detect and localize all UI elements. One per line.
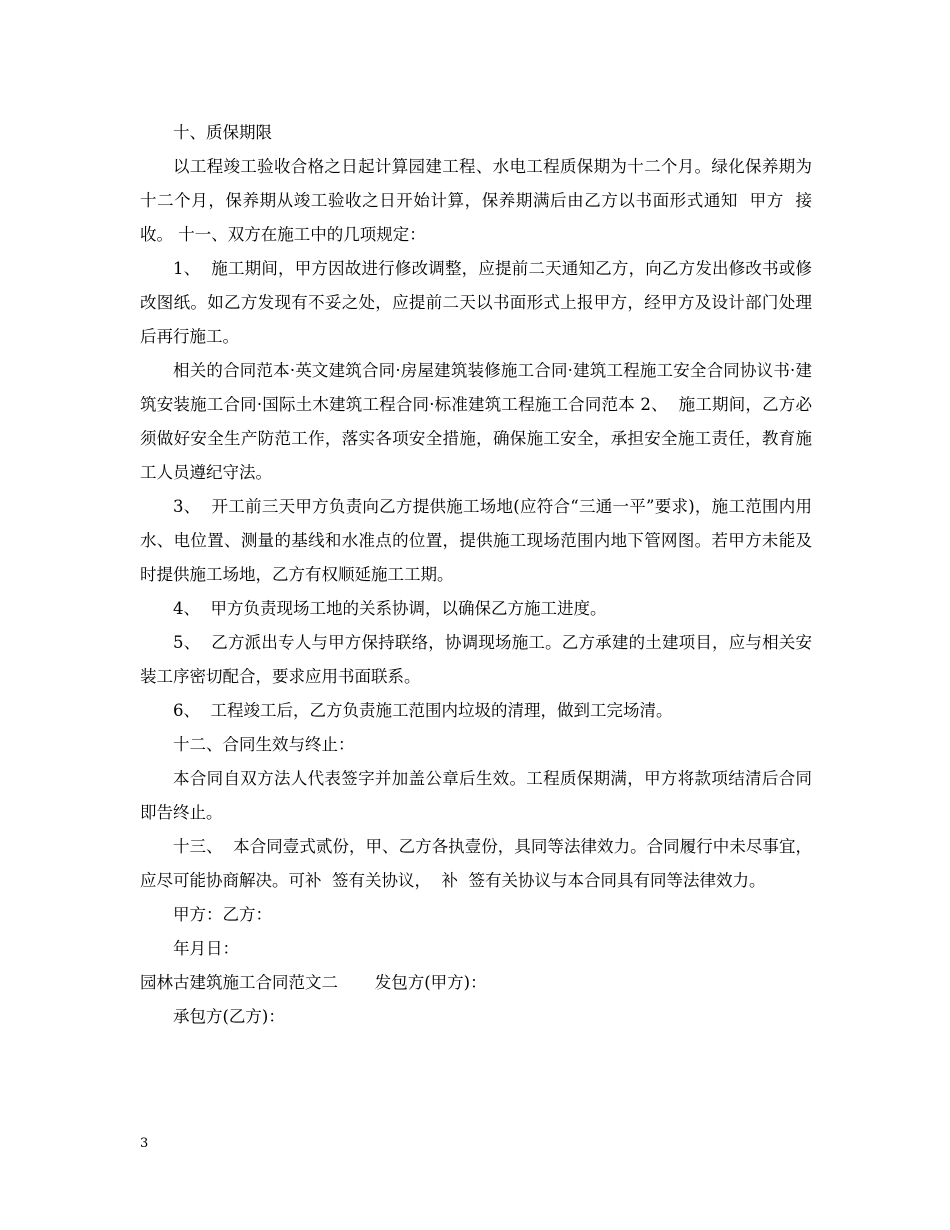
- paragraph-related-templates-clause-2: 相关的合同范本·英文建筑合同·房屋建筑装修施工合同·建筑工程施工安全合同协议书·建筑安装施工合同·国际土木建筑工程合同·标准建筑工程施工合同范本 2、 施工期间，乙方必须做好安全生产防范工作，落实各项安全措施，确保施工安全，承担安全施工责任，教育施工人员遵纪守法。: [140, 361, 812, 482]
- paragraph-clause-6: 6、 工程竣工后，乙方负责施工范围内垃圾的清理，做到工完场清。: [173, 701, 673, 720]
- paragraph-clause-13: 十三、 本合同壹式贰份，甲、乙方各执壹份，具同等法律效力。合同履行中未尽事宜，应尽可能协商解决。可补 签有关协议， 补 签有关协议与本合同具有同等法律效力。: [140, 837, 812, 890]
- heading-contract-effect: 十二、合同生效与终止：: [173, 735, 355, 754]
- signature-date: 年月日：: [173, 939, 239, 958]
- paragraph-contract-effect: 本合同自双方法人代表签字并加盖公章后生效。工程质保期满，甲方将款项结清后合同即告终止。: [140, 769, 812, 822]
- signature-parties: 甲方：乙方：: [173, 905, 272, 924]
- heading-warranty-period: 十、质保期限: [173, 123, 272, 142]
- page-number: 3: [140, 1136, 149, 1151]
- contractor-line: 承包方(乙方)：: [173, 1007, 285, 1026]
- document-body: [140, 116, 812, 1034]
- paragraph-warranty-terms: 以工程竣工验收合格之日起计算园建工程、水电工程质保期为十二个月。绿化保养期为十二个月，保养期从竣工验收之日开始计算，保养期满后由乙方以书面形式通知 甲方 接收。 十一、双方在施工中的几项规定：: [140, 157, 812, 244]
- paragraph-clause-4: 4、 甲方负责现场工地的关系协调，以确保乙方施工进度。: [173, 599, 607, 618]
- contract-title-two: 园林古建筑施工合同范文二 发包方(甲方)：: [140, 973, 487, 992]
- paragraph-clause-1: 1、 施工期间，甲方因故进行修改调整，应提前二天通知乙方，向乙方发出修改书或修改图纸。如乙方发现有不妥之处，应提前二天以书面形式上报甲方，经甲方及设计部门处理后再行施工。: [140, 259, 812, 346]
- paragraph-clause-5: 5、 乙方派出专人与甲方保持联络，协调现场施工。乙方承建的土建项目，应与相关安装工序密切配合，要求应用书面联系。: [140, 633, 812, 686]
- paragraph-clause-3: 3、 开工前三天甲方负责向乙方提供施工场地(应符合“三通一平”要求)，施工范围内用水、电位置、测量的基线和水准点的位置，提供施工现场范围内地下管网图。若甲方未能及时提供施工场地，乙方有权顺延施工工期。: [140, 497, 812, 584]
